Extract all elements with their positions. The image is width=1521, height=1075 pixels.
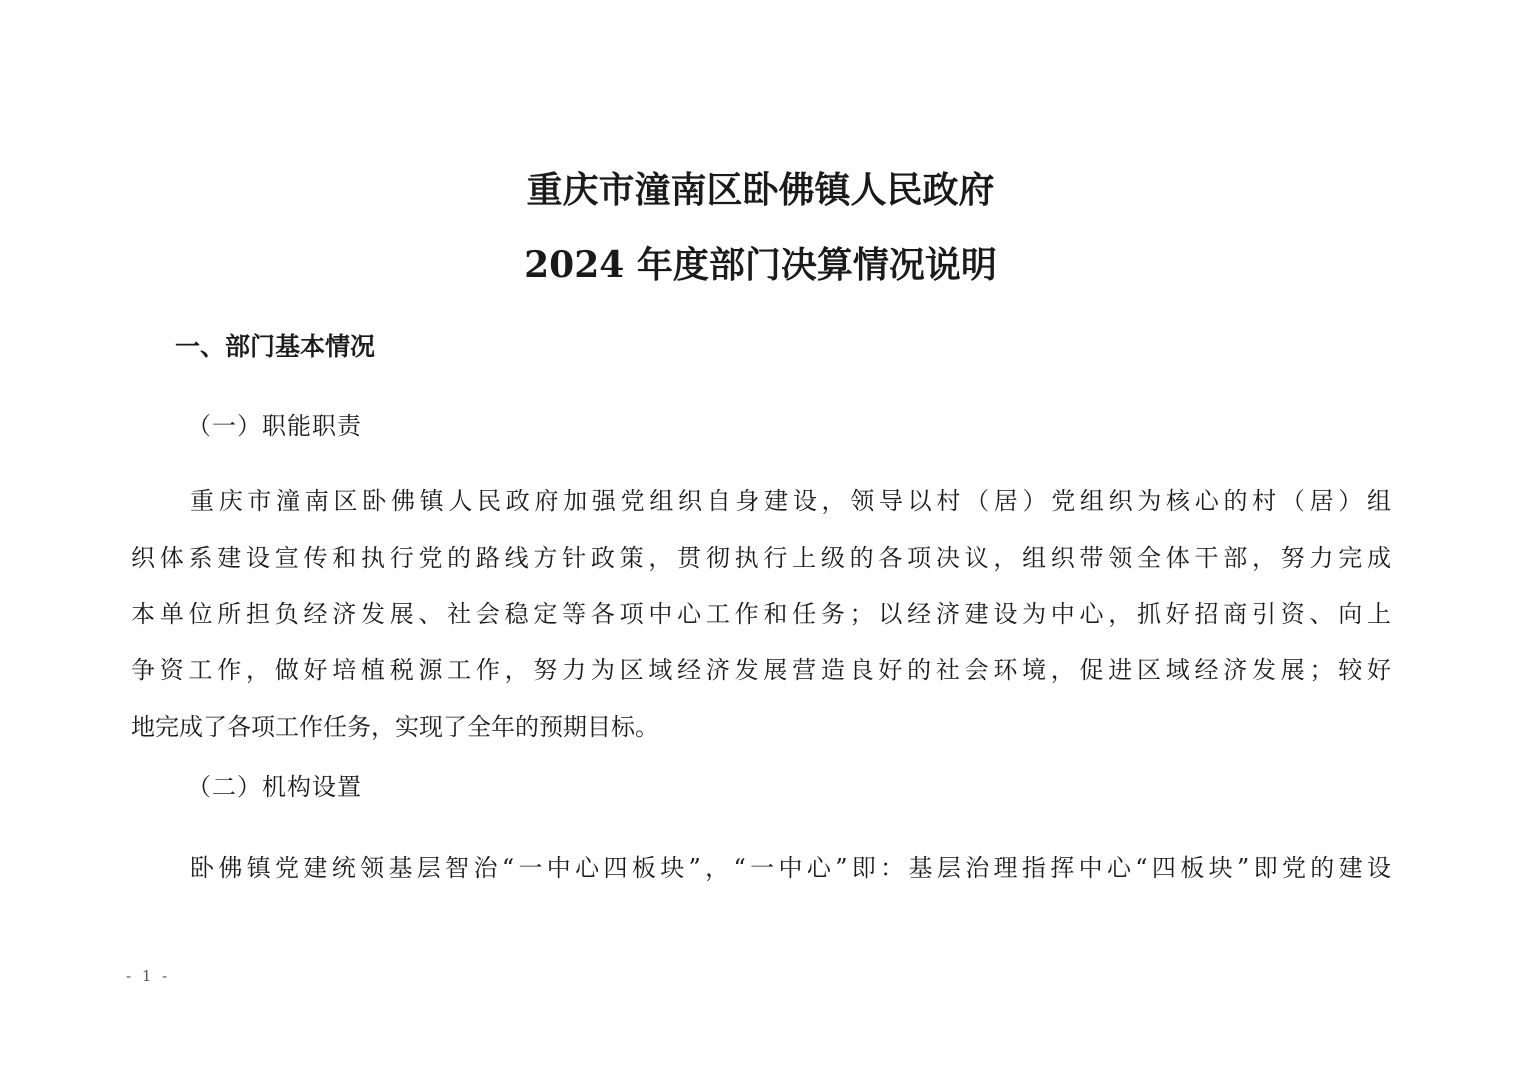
paragraph-line: 争资工作，做好培植税源工作，努力为区域经济发展营造良好的社会环境，促进区域经济发展；较好 [131,656,1391,684]
paragraph-line: 本单位所担负经济发展、社会稳定等各项中心工作和任务；以经济建设为中心，抓好招商引资、向上 [131,600,1391,628]
paragraph-line: 重庆市潼南区卧佛镇人民政府加强党组织自身建设，领导以村（居）党组织为核心的村（居）组 [190,487,1391,515]
paragraph-line: 地完成了各项工作任务，实现了全年的预期目标。 [131,713,659,741]
subsection-heading-organization: （二）机构设置 [187,773,362,801]
paragraph-line: 卧佛镇党建统领基层智治“一中心四板块”，“一中心”即：基层治理指挥中心“四板块”即党的建设 [190,854,1391,882]
document-title-line-1: 重庆市潼南区卧佛镇人民政府 [526,169,995,211]
document-title-line-2: 2024 年度部门决算情况说明 [524,244,997,286]
page-number: - 1 - [126,967,171,985]
subsection-heading-functions: （一）职能职责 [187,412,362,440]
section-heading-basic-info: 一、部门基本情况 [175,332,376,361]
paragraph-line: 织体系建设宣传和执行党的路线方针政策，贯彻执行上级的各项决议，组织带领全体干部，努力完成 [131,544,1391,572]
